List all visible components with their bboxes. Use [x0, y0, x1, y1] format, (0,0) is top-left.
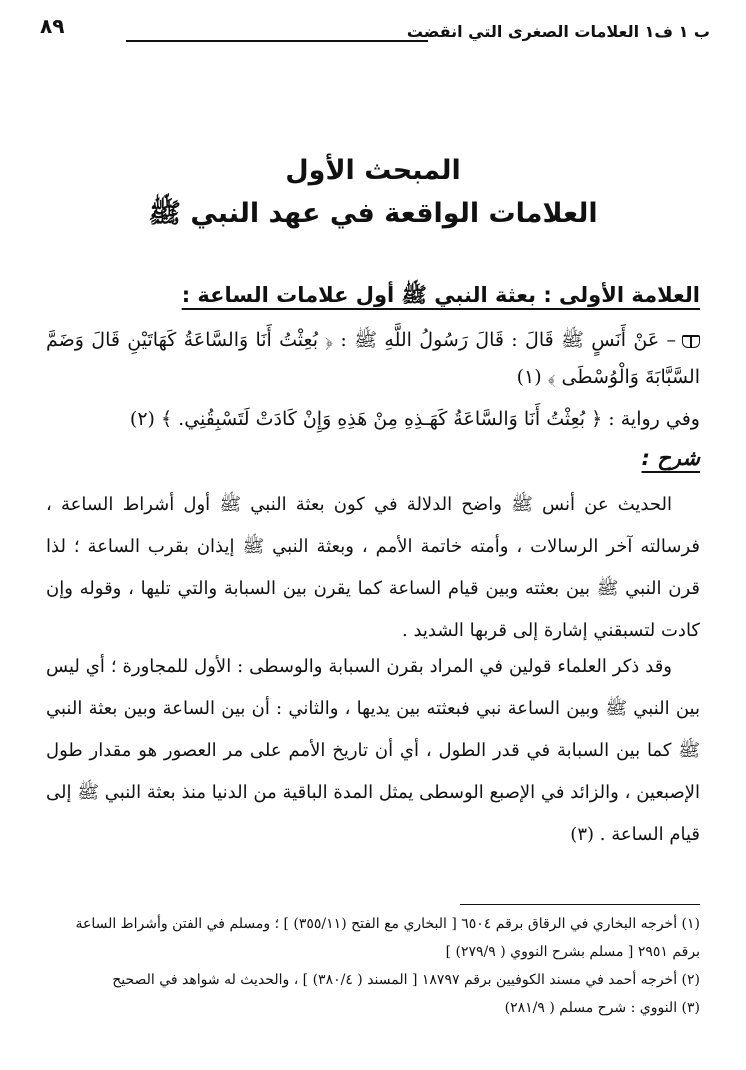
book-icon [682, 335, 700, 348]
chapter-title: المبحث الأول [285, 155, 461, 186]
sharh-paragraph-2: وقد ذكر العلماء قولين في المراد بقرن السبابة والوسطى : الأول للمجاورة ؛ أي ليس بين النبي ﷺ وبين الساعة نبي فبعثته بين يديها ، والثاني : أن بين الساعة وبين بعثة النبي ﷺ كما بين السبابة في قدر الطول ، أي أن تاريخ الأمم على مر العصور هو مقدار طول الإصبعين ، والزائد في الإصبع الوسطى يمثل المدة الباقية من الدنيا منذ بعثة النبي ﷺ إلى قيام الساعة . (٣) [46, 656, 700, 845]
header-rule [126, 40, 428, 42]
footnote-rule [460, 904, 700, 905]
sharh-label: شرح : [641, 446, 700, 470]
sign-heading [46, 282, 700, 313]
footnote-2: (٢) أخرجه أحمد في مسند الكوفيين برقم ١٨٧٩٧ [ المسند ( ٣٨٠/٤) ] ، والحديث له شواهد في الصحيح [112, 972, 700, 988]
riwaya-text: وفي رواية : ﴿ بُعِثْتُ أَنَا وَالسَّاعَةُ كَهَـذِهِ مِنْ هَذِهِ وَإِنْ كَادَتْ لَتَسْبِقُنِي. ﴾ (٢) [129, 408, 700, 430]
sign-heading-text: العلامة الأولى : بعثة النبي ﷺ أول علامات الساعة : [181, 283, 700, 307]
footnote-1: (١) أخرجه البخاري في الرقاق برقم ٦٥٠٤ [ البخاري مع الفتح (٣٥٥/١١) ] ؛ ومسلم في الفتن وأشراط الساعة برقم ٢٩٥١ [ مسلم بشرح النووي ( ٢٧٩/٩) ] [75, 916, 700, 960]
footnotes [46, 910, 700, 1022]
page-number: ٨٩ [40, 14, 65, 38]
sharh-paragraph-1: الحديث عن أنس ﷺ واضح الدلالة في كون بعثة النبي ﷺ أول أشراط الساعة ، فرسالته آخر الرسالات ، وأمته خاتمة الأمم ، وبعثة النبي ﷺ إيذان بقرب الساعة ؛ لذا قرن النبي ﷺ بين بعثته وبين قيام الساعة كما يقرن بين السبابة والتي تليها ، وقوله وإن كادت لتسبقني إشارة إلى قربها الشديد . [46, 494, 700, 641]
sharh-heading [46, 446, 700, 470]
running-header [40, 14, 710, 54]
hadith-text [46, 322, 700, 396]
hadith-body: – عَنْ أَنَسٍ ﷺ قَالَ : قَالَ رَسُولُ اللَّهِ ﷺ : ﴿ بُعِثْتُ أَنَا وَالسَّاعَةُ كَهَاتَيْنِ قَالَ وَضَمَّ السَّبَّابَةَ وَالْوُسْطَى ﴾ (١) [46, 329, 700, 388]
header-title: ب ١ ف١ العلامات الصغرى التي انقضت [406, 22, 710, 41]
footnote-3: (٣) النووي : شرح مسلم ( ٢٨١/٩) [504, 1000, 700, 1016]
chapter-subtitle: العلامات الواقعة في عهد النبي ﷺ [148, 198, 598, 229]
